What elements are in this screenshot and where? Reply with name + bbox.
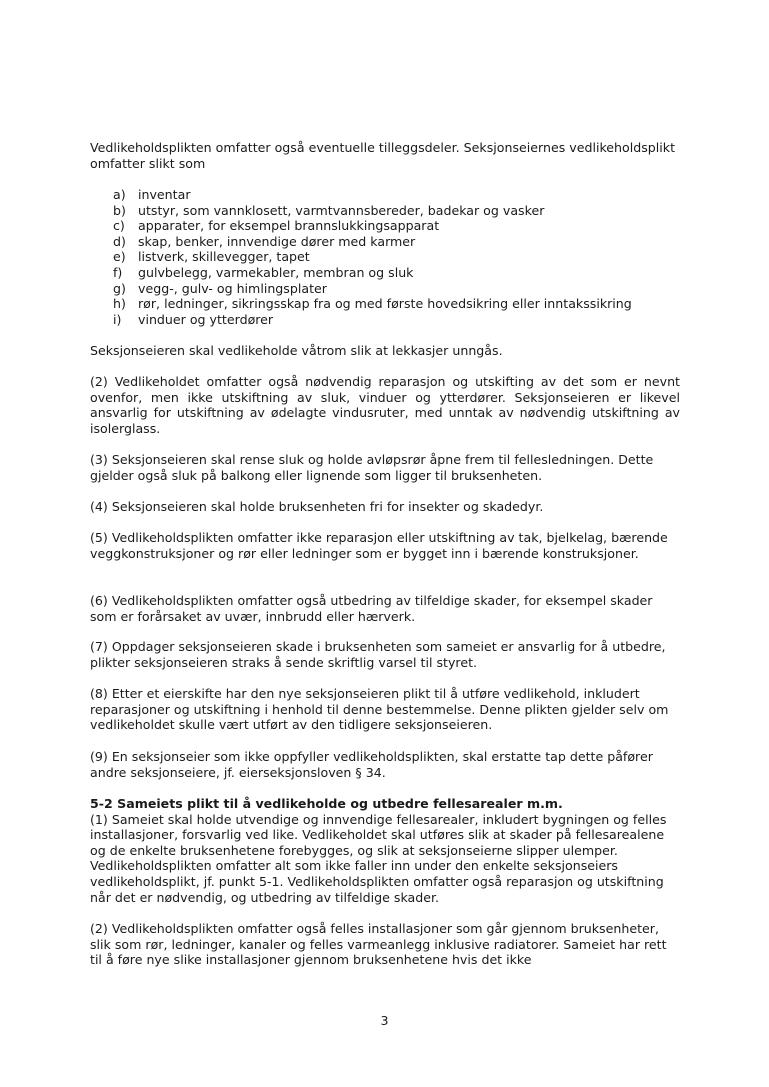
- list-item-text: inventar: [138, 187, 191, 202]
- list-item-text: apparater, for eksempel brannslukkingsapparat: [138, 218, 440, 234]
- paragraph: (4) Seksjonseieren skal holde bruksenheten fri for insekter og skadedyr.: [90, 499, 544, 514]
- list-marker: c): [113, 218, 125, 234]
- list-item: [113, 281, 632, 297]
- list-item-text: vinduer og ytterdører: [138, 311, 274, 327]
- list-item: [113, 234, 632, 250]
- list-marker: b): [113, 202, 126, 218]
- list-marker: f): [113, 264, 123, 280]
- section-paragraph: (1) Sameiet skal holde utvendige og innvendige fellesarealer, inkludert bygningen og felles installasjoner, forsvarlig ved like. Vedlikeholdet skal utføres slik at skader på fellesarealene og de enkelte bruksenhetene forebygges, og slik at seksjonseierne slipper ulemper. Vedlikeholdsplikten omfatter alt som ikke faller inn under den enkelte seksjonseiers vedlikeholdsplikt, jf. punkt 5-1. Vedlikeholdsplikten omfatter også reparasjon og utskiftning når det er nødvendig, og utbedring av tilfeldige skader.: [90, 811, 667, 905]
- list-marker: d): [113, 233, 126, 249]
- list-item: [113, 187, 632, 203]
- list-item: [113, 296, 632, 312]
- list-item: [113, 218, 632, 234]
- list-item: [113, 265, 632, 281]
- list-marker: e): [113, 249, 126, 265]
- paragraph: (9) En seksjonseier som ikke oppfyller vedlikeholdsplikten, skal erstatte tap dette påfører andre seksjonseiere, jf. eierseksjonsloven § 34.: [90, 749, 653, 780]
- list-item-text: vegg-, gulv- og himlingsplater: [138, 280, 327, 296]
- list-item-text: utstyr, som vannklosett, varmtvannsbereder, badekar og vasker: [138, 202, 545, 218]
- list-item-text: gulvbelegg, varmekabler, membran og sluk: [138, 264, 414, 280]
- list-marker: g): [113, 280, 126, 296]
- maintenance-list: [113, 187, 632, 327]
- list-marker: a): [113, 187, 126, 202]
- list-marker: i): [113, 311, 122, 327]
- paragraph: (8) Etter et eierskifte har den nye seksjonseieren plikt til å utføre vedlikehold, inkludert reparasjoner og utskiftning i henhold til denne bestemmelse. Denne plikten gjelder selv om vedlikeholdet skulle vært utført av den tidligere seksjonseieren.: [90, 686, 669, 733]
- paragraph: (6) Vedlikeholdsplikten omfatter også utbedring av tilfeldige skader, for eksempel skader som er forårsaket av uvær, innbrudd eller hærverk.: [90, 593, 653, 624]
- list-item: [113, 203, 632, 219]
- list-item-text: listverk, skillevegger, tapet: [138, 249, 310, 265]
- paragraph: (2) Vedlikeholdet omfatter også nødvendig reparasjon og utskifting av det som er nevnt ovenfor, men ikke utskiftning av sluk, vinduer og ytterdører. Seksjonseieren er likevel ansvarlig for utskiftning av ødelagte vindusruter, med unntak av nødvendig utskiftning av isolerglass.: [90, 374, 680, 436]
- section-heading: 5-2 Sameiets plikt til å vedlikeholde og utbedre fellesarealer m.m.: [90, 796, 563, 811]
- paragraph: (3) Seksjonseieren skal rense sluk og holde avløpsrør åpne frem til fellesledningen. Dette gjelder også sluk på balkong eller lignende som ligger til bruksenheten.: [90, 452, 654, 483]
- paragraph: (7) Oppdager seksjonseieren skade i bruksenheten som sameiet er ansvarlig for å utbedre, plikter seksjonseieren straks å sende skriftlig varsel til styret.: [90, 639, 666, 670]
- list-item-text: skap, benker, innvendige dører med karmer: [138, 233, 416, 249]
- section-paragraph: (2) Vedlikeholdsplikten omfatter også felles installasjoner som går gjennom bruksenheter, slik som rør, ledninger, kanaler og felles varmeanlegg inklusive radiatorer. Sameiet har rett til å føre nye slike installasjoner gjennom bruksenhetene hvis det ikke: [90, 921, 667, 968]
- list-item: [113, 312, 632, 328]
- list-item: [113, 249, 632, 265]
- intro-paragraph: Vedlikeholdsplikten omfatter også eventuelle tilleggsdeler. Seksjonseiernes vedlikeholdsplikt omfatter slikt som: [90, 140, 676, 171]
- list-marker: h): [113, 296, 126, 312]
- paragraph: (5) Vedlikeholdsplikten omfatter ikke reparasjon eller utskiftning av tak, bjelkelag, bærende veggkonstruksjoner og rør eller ledninger som er bygget inn i bærende konstruksjoner.: [90, 530, 668, 561]
- page-number: 3: [380, 1013, 389, 1028]
- paragraph: Seksjonseieren skal vedlikeholde våtrom slik at lekkasjer unngås.: [90, 343, 503, 358]
- list-item-text: rør, ledninger, sikringsskap fra og med første hovedsikring eller inntakssikring: [138, 296, 632, 312]
- section-5-2: [90, 796, 680, 905]
